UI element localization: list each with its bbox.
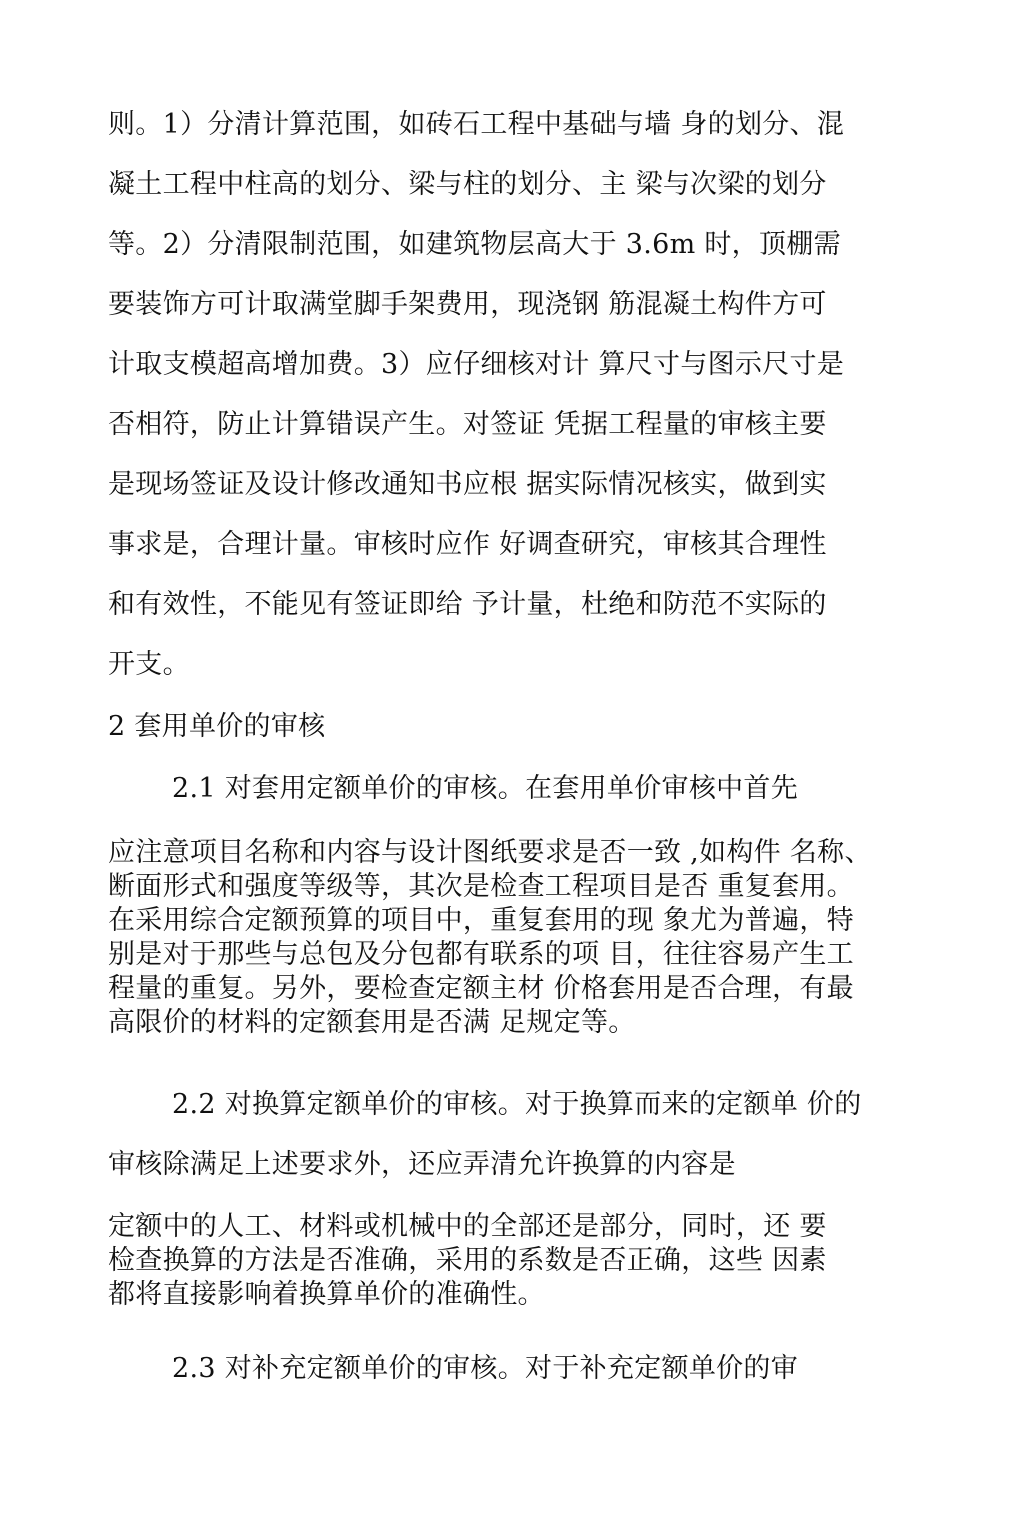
- section-heading: 2 套用单价的审核: [108, 711, 326, 742]
- paragraph-line: 断面形式和强度等级等，其次是检查工程项目是否 重复套用。: [108, 871, 854, 902]
- subsection-lead-line: 2.1 对套用定额单价的审核。在套用单价审核中首先: [172, 773, 799, 804]
- paragraph-line: 高限价的材料的定额套用是否满 足规定等。: [108, 1007, 636, 1038]
- paragraph-line: 要装饰方可计取满堂脚手架费用，现浇钢 筋混凝土构件方可: [108, 289, 827, 320]
- paragraph-line: 否相符，防止计算错误产生。对签证 凭据工程量的审核主要: [108, 409, 827, 440]
- paragraph-line: 凝土工程中柱高的划分、梁与柱的划分、主 梁与次梁的划分: [108, 169, 827, 200]
- paragraph-line: 在采用综合定额预算的项目中，重复套用的现 象尤为普遍，特: [108, 905, 854, 936]
- paragraph-line: 都将直接影响着换算单价的准确性。: [108, 1279, 545, 1310]
- paragraph-line: 开支。: [108, 649, 190, 680]
- paragraph-line: 事求是，合理计量。审核时应作 好调查研究，审核其合理性: [108, 529, 827, 560]
- paragraph-line: 应注意项目名称和内容与设计图纸要求是否一致 ,如构件 名称、: [108, 837, 872, 868]
- subsection-lead-line: 2.3 对补充定额单价的审核。对于补充定额单价的审: [172, 1353, 799, 1384]
- subsection-lead-line: 2.2 对换算定额单价的审核。对于换算而来的定额单 价的: [172, 1089, 862, 1120]
- paragraph-line: 定额中的人工、材料或机械中的全部还是部分，同时，还 要: [108, 1211, 827, 1242]
- paragraph-line: 计取支模超高增加费。3）应仔细核对计 算尺寸与图示尺寸是: [108, 349, 845, 380]
- paragraph-line: 和有效性，不能见有签证即给 予计量，杜绝和防范不实际的: [108, 589, 827, 620]
- paragraph-line: 别是对于那些与总包及分包都有联系的项 目，往往容易产生工: [108, 939, 854, 970]
- paragraph-line: 则。1）分清计算范围，如砖石工程中基础与墙 身的划分、混: [108, 109, 845, 140]
- paragraph-line: 检查换算的方法是否准确，采用的系数是否正确，这些 因素: [108, 1245, 827, 1276]
- paragraph-line: 审核除满足上述要求外，还应弄清允许换算的内容是: [108, 1149, 736, 1180]
- paragraph-line: 等。2）分清限制范围，如建筑物层高大于 3.6m 时，顶棚需: [108, 229, 841, 260]
- paragraph-line: 程量的重复。另外，要检查定额主材 价格套用是否合理，有最: [108, 973, 854, 1004]
- paragraph-line: 是现场签证及设计修改通知书应根 据实际情况核实，做到实: [108, 469, 827, 500]
